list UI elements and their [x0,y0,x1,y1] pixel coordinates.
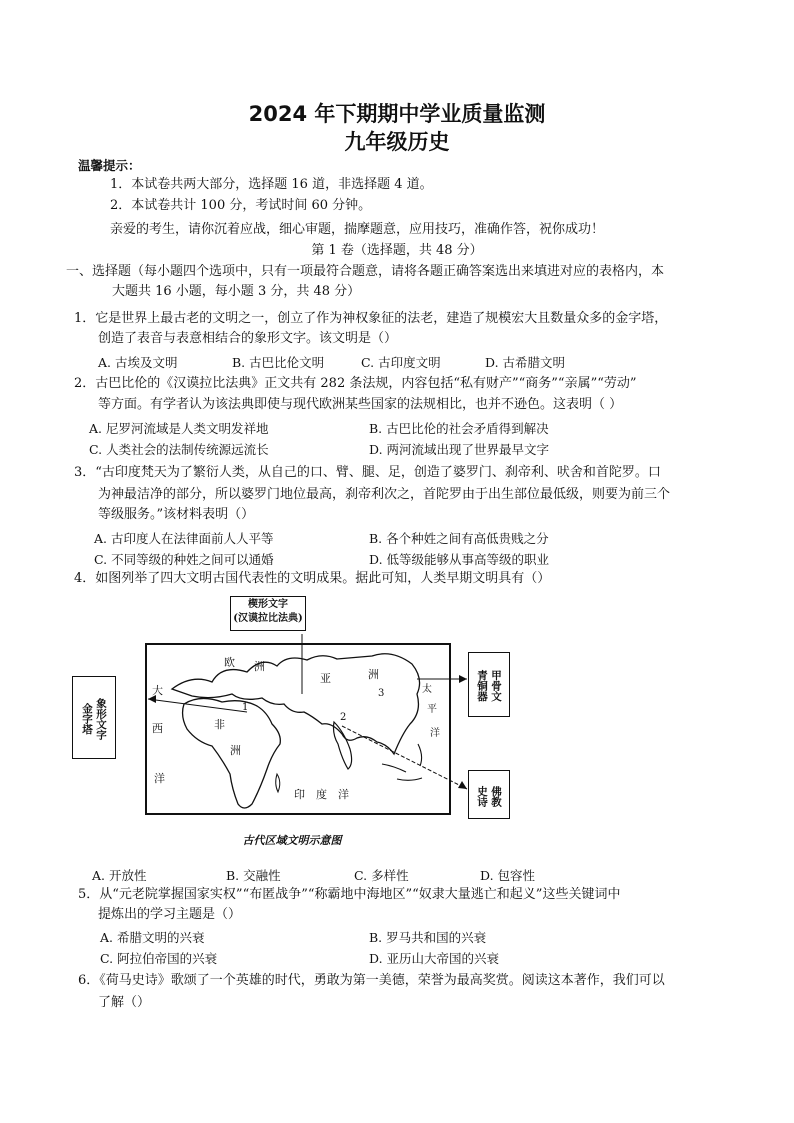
q1-option-a[interactable]: A. 古埃及文明 [98,355,178,370]
exam-title: 2024 年下期期中学业质量监测 [248,102,546,126]
tips-item-2: 2．本试卷共计 100 分，考试时间 60 分钟。 [110,198,372,213]
box-egypt-col1: 象形文字 [95,698,107,740]
map-label-pacific-3: 洋 [430,728,440,739]
map-label-asia-1: 亚 [320,672,331,685]
box-china-col1: 甲骨文 [490,670,502,702]
map-label-europe-1: 欧 [224,656,235,669]
tips-item-1: 1．本试卷共两大部分，选择题 16 道，非选择题 4 道。 [110,177,433,192]
q5-option-a[interactable]: A. 希腊文明的兴衰 [100,930,205,945]
q4-option-b[interactable]: B. 交融性 [226,868,281,883]
box-egypt [72,676,116,759]
q1-option-d[interactable]: D. 古希腊文明 [485,355,566,370]
part-heading-line2: 大题共 16 小题，每小题 3 分，共 48 分） [112,284,361,299]
box-cuneiform [230,596,306,631]
q2-option-a[interactable]: A. 尼罗河流域是人类文明发祥地 [89,421,269,436]
q3-option-d[interactable]: D. 低等级能够从事高等级的职业 [369,552,550,567]
map-label-atlantic-1: 大 [152,684,163,697]
q1-stem-line1: 1．它是世界上最古老的文明之一，创立了作为神权象征的法老，建造了规模宏大且数量众多的金字塔， [74,311,668,326]
q3-option-a[interactable]: A. 古印度人在法律面前人人平等 [94,531,274,546]
part-heading-line1: 一、选择题（每小题四个选项中，只有一项最符合题意，请将各题正确答案选出来填进对应的表格内，本 [66,264,665,279]
q2-option-d[interactable]: D. 两河流域出现了世界最早文字 [369,442,550,457]
map-label-asia-2: 洲 [368,668,379,681]
map-label-pacific-1: 太 [422,684,432,695]
box-india [468,770,510,819]
q5-stem-line2: 提炼出的学习主题是（） [98,907,242,922]
exam-subtitle: 九年级历史 [344,130,450,154]
map-label-atlantic-3: 洋 [154,772,165,785]
box-egypt-col2: 金字塔 [81,703,93,735]
q3-option-b[interactable]: B. 各个种姓之间有高低贵贱之分 [369,531,549,546]
map-caption: 古代区域文明示意图 [242,834,342,847]
box-cuneiform-line1: 楔形文字 [248,599,288,610]
q3-option-c[interactable]: C. 不同等级的种姓之间可以通婚 [94,552,274,567]
box-china-col2: 青铜器 [476,670,488,702]
map-label-pacific-2: 平 [427,704,437,715]
map-drawing [72,594,512,852]
q2-stem-line2: 等方面。有学者认为该法典即使与现代欧洲某些国家的法规相比，也并不逊色。这表明（ ） [98,397,623,412]
map-label-africa-2: 洲 [230,744,241,757]
volume-heading: 第 1 卷（选择题，共 48 分） [311,243,483,258]
ancient-civilization-map [72,594,512,852]
q2-option-b[interactable]: B. 古巴比伦的社会矛盾得到解决 [369,421,549,436]
map-marker-3: 3 [378,688,385,699]
map-label-indian-ocean: 印 度 洋 [294,788,349,801]
q5-option-b[interactable]: B. 罗马共和国的兴衰 [369,930,487,945]
q4-option-d[interactable]: D. 包容性 [480,868,536,883]
q2-stem-line1: 2．古巴比伦的《汉谟拉比法典》正文共有 282 条法规，内容包括“私有财产”“商务”“亲属”“劳动” [74,376,637,391]
q4-stem-line1: 4．如图列举了四大文明古国代表性的文明成果。据此可知，人类早期文明具有（） [74,571,551,586]
q4-option-c[interactable]: C. 多样性 [354,868,409,883]
q5-option-d[interactable]: D. 亚历山大帝国的兴衰 [369,951,500,966]
box-india-col1: 佛教 [490,785,502,807]
map-marker-2: 2 [340,712,347,723]
box-cuneiform-line2: (汉谟拉比法典) [233,613,303,624]
map-marker-1: 1 [242,702,249,713]
map-label-africa-1: 非 [214,718,225,731]
q1-option-b[interactable]: B. 古巴比伦文明 [232,355,325,370]
box-china [468,652,510,717]
map-label-europe-2: 洲 [254,660,265,673]
q1-option-c[interactable]: C. 古印度文明 [361,355,441,370]
q6-stem-line2: 了解（） [98,995,151,1010]
q5-option-c[interactable]: C. 阿拉伯帝国的兴衰 [100,951,218,966]
box-india-col2: 史诗 [476,785,488,807]
q6-stem-line1: 6．《荷马史诗》歌颂了一个英雄的时代，勇敢为第一美德，荣誉为最高奖赏。阅读这本著作，我们可以 [78,973,665,988]
q5-stem-line1: 5．从“元老院掌握国家实权”“布匿战争”“称霸地中海地区”“奴隶大量逃亡和起义”这些关键词中 [78,887,621,902]
q2-option-c[interactable]: C. 人类社会的法制传统源远流长 [89,442,269,457]
q1-stem-line2: 创造了表音与表意相结合的象形文字。该文明是（） [98,331,398,346]
map-label-atlantic-2: 西 [152,722,163,735]
q3-stem-line2: 为神最洁净的部分，所以婆罗门地位最高，刹帝利次之，首陀罗由于出生部位最低级，则要为前三个 [98,487,671,502]
tips-label: 温馨提示： [78,158,141,173]
q3-stem-line3: 等级服务。”该材料表明（） [98,507,255,522]
q4-option-a[interactable]: A. 开放性 [92,868,147,883]
q3-stem-line1: 3．“古印度梵天为了繁衍人类，从自己的口、臂、腿、足，创造了婆罗门、刹帝利、吠舍和首陀罗。口 [74,465,661,480]
tips-encourage: 亲爱的考生，请你沉着应战，细心审题，揣摩题意，应用技巧，准确作答，祝你成功！ [110,222,605,237]
